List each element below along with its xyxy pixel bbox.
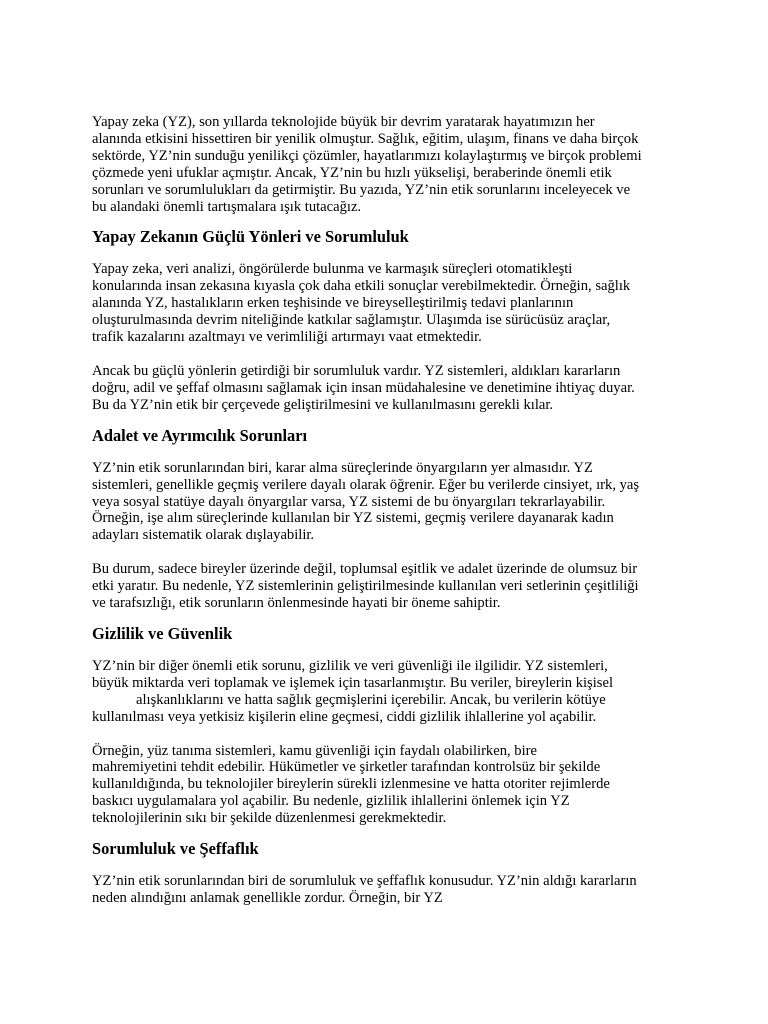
text-line: kullanılması veya yetkisiz kişilerin eline geçmesi, ciddi gizlilik ihlallerine yol açabilir. <box>92 708 597 725</box>
intro-paragraph <box>92 114 682 215</box>
text-line: YZ’nin etik sorunlarından biri de sorumluluk ve şeffaflık konusudur. YZ’nin aldığı kararların <box>92 873 637 890</box>
text-line: konularında insan zekasına kıyasla çok daha etkili sonuçlar verebilmektedir. Örneğin, sağlık <box>92 278 631 295</box>
text-line: Örneğin, işe alım süreçlerinde kullanılan bir YZ sistemi, geçmiş verilere dayanarak kadın <box>92 510 614 527</box>
text-line: veya sosyal statüye dayalı önyargılar varsa, YZ sistemi de bu önyargıları tekrarlayabilir. <box>92 493 606 510</box>
text-line: YZ’nin etik sorunlarından biri, karar alma süreçlerinde önyargıların yer almasıdır. YZ <box>92 459 593 476</box>
paragraph <box>92 460 682 545</box>
section-heading-accountability: Sorumluluk ve Şeffaflık <box>92 839 259 859</box>
paragraph <box>92 261 682 346</box>
text-line: baskıcı uygulamalara yol açabilir. Bu nedenle, gizlilik ihlallerini önlemek için YZ <box>92 793 570 810</box>
section-heading-privacy: Gizlilik ve Güvenlik <box>92 623 233 643</box>
paragraph <box>92 363 682 414</box>
text-line: YZ’nin bir diğer önemli etik sorunu, gizlilik ve veri güvenliği ile ilgilidir. YZ sistemleri, <box>92 657 608 674</box>
text-line: Ancak bu güçlü yönlerin getirdiği bir sorumluluk vardır. YZ sistemleri, aldıkları kararların <box>92 362 621 379</box>
text-line: ve tarafsızlığı, etik sorunların önlenmesinde hayati bir öneme sahiptir. <box>92 595 501 612</box>
text-line: Yapay zeka (YZ), son yıllarda teknolojide büyük bir devrim yaratarak hayatımızın her <box>92 114 595 130</box>
text-line: sorunları ve sorumlulukları da getirmiştir. Bu yazıda, YZ’nin etik sorunlarını inceleyecek ve <box>92 181 631 198</box>
text-line: oluşturulmasında devrim niteliğinde katkılar sağlamıştır. Ulaşımda ise sürücüsüz araçlar, <box>92 312 611 329</box>
paragraph <box>92 658 682 726</box>
text-line: sistemleri, genellikle geçmiş verilere dayalı olarak öğrenir. Eğer bu verilerde cinsiyet, ırk, yaş <box>92 476 640 493</box>
text-line: Örneğin, yüz tanıma sistemleri, kamu güvenliği için faydalı olabilirken, bire <box>92 742 537 759</box>
text-line: mahremiyetini tehdit edebilir. Hükümetler ve şirketler tarafından kontrolsüz bir şekilde <box>92 759 601 776</box>
paragraph <box>92 873 682 907</box>
text-line: adayları sistematik olarak dışlayabilir. <box>92 527 315 544</box>
text-line: Yapay zeka, veri analizi, öngörülerde bulunma ve karmaşık süreçleri otomatikleşti <box>92 261 573 278</box>
text-line: kullanıldığında, bu teknolojiler bireylerin sürekli izlenmesine ve hatta otoriter rejimlerde <box>92 776 610 793</box>
paragraph <box>92 561 682 612</box>
text-line: neden alındığını anlamak genellikle zordur. Örneğin, bir YZ <box>92 890 443 906</box>
text-line: teknolojilerinin sıkı bir şekilde düzenlenmesi gerekmektedir. <box>92 810 447 827</box>
document-page <box>92 114 682 907</box>
text-line: sektörde, YZ’nin sunduğu yenilikçi çözümler, hayatlarımızı kolaylaştırmış ve birçok problemi <box>92 147 642 164</box>
text-line: alanında YZ, hastalıkların erken teşhisinde ve bireyselleştirilmiş tedavi planlarının <box>92 295 574 312</box>
text-line: çözmede yeni ufuklar açmıştır. Ancak, YZ’nin bu hızlı yükselişi, beraberinde önemli etik <box>92 164 612 181</box>
text-line: bu alandaki önemli tartışmalara ışık tutacağız. <box>92 198 362 215</box>
text-line: Bu durum, sadece bireyler üzerinde değil, toplumsal eşitlik ve adalet üzerinde de olumsuz bir <box>92 561 638 578</box>
section-heading-fairness: Adalet ve Ayrımcılık Sorunları <box>92 425 308 445</box>
text-line: alışkanlıklarını ve hatta sağlık geçmişlerini içerebilir. Ancak, bu verilerin kötüye <box>136 691 606 708</box>
text-line: büyük miktarda veri toplamak ve işlemek için tasarlanmıştır. Bu veriler, bireylerin kişisel <box>92 674 614 691</box>
paragraph <box>92 743 682 828</box>
text-line: etki yaratır. Bu nedenle, YZ sistemlerinin geliştirilmesinde kullanılan veri setlerinin çeşitliliği <box>92 578 639 595</box>
text-line: Bu da YZ’nin etik bir çerçevede geliştirilmesini ve kullanılmasını gerekli kılar. <box>92 396 554 413</box>
text-line: doğru, adil ve şeffaf olmasını sağlamak için insan müdahalesine ve denetimine ihtiyaç duyar. <box>92 379 635 396</box>
section-heading-strengths: Yapay Zekanın Güçlü Yönleri ve Sorumluluk <box>92 227 409 247</box>
text-line: alanında etkisini hissettiren bir yenilik olmuştur. Sağlık, eğitim, ulaşım, finans ve daha birçok <box>92 130 639 147</box>
text-line: trafik kazalarını azaltmayı ve verimliliği artırmayı vaat etmektedir. <box>92 329 482 346</box>
